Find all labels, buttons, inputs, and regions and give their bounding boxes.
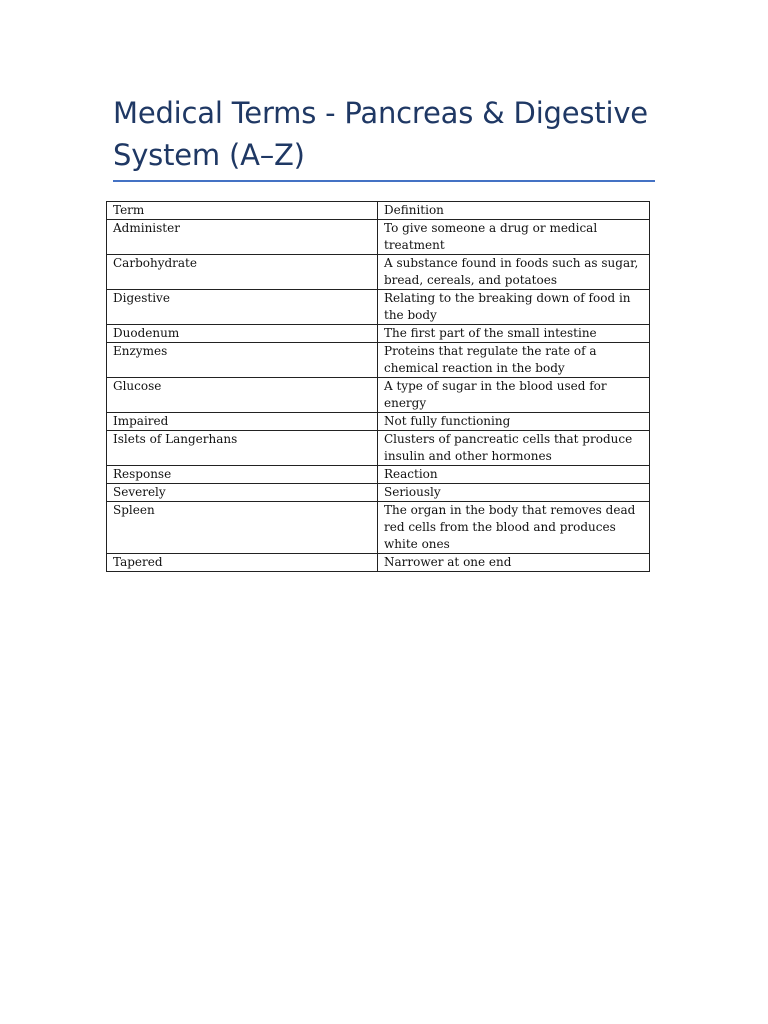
term-cell: Response — [107, 466, 378, 484]
table-row — [107, 431, 650, 466]
term-cell: Administer — [107, 220, 378, 255]
table-row — [107, 554, 650, 572]
table-row — [107, 466, 650, 484]
term-cell: Carbohydrate — [107, 255, 378, 290]
term-cell: Tapered — [107, 554, 378, 572]
definition-cell: Proteins that regulate the rate of a chemical reaction in the body — [378, 343, 650, 378]
table-row — [107, 343, 650, 378]
term-cell: Digestive — [107, 290, 378, 325]
definition-cell: Relating to the breaking down of food in the body — [378, 290, 650, 325]
term-cell: Impaired — [107, 413, 378, 431]
table-row — [107, 502, 650, 554]
definition-cell: The organ in the body that removes dead red cells from the blood and produces white ones — [378, 502, 650, 554]
definition-cell: A type of sugar in the blood used for energy — [378, 378, 650, 413]
document-title: Medical Terms - Pancreas & Digestive System (A–Z) — [113, 96, 648, 172]
definition-cell: Clusters of pancreatic cells that produce insulin and other hormones — [378, 431, 650, 466]
table-row — [107, 378, 650, 413]
definition-cell: A substance found in foods such as sugar, bread, cereals, and potatoes — [378, 255, 650, 290]
header-cell-definition: Definition — [378, 202, 650, 220]
glossary-table-body — [107, 220, 650, 572]
term-cell: Severely — [107, 484, 378, 502]
glossary-table — [106, 201, 650, 572]
term-cell: Enzymes — [107, 343, 378, 378]
table-row — [107, 325, 650, 343]
table-row — [107, 290, 650, 325]
title-underline — [113, 180, 655, 182]
term-cell: Islets of Langerhans — [107, 431, 378, 466]
table-row — [107, 255, 650, 290]
definition-cell: Narrower at one end — [378, 554, 650, 572]
definition-cell: To give someone a drug or medical treatment — [378, 220, 650, 255]
header-row — [107, 202, 650, 220]
term-cell: Glucose — [107, 378, 378, 413]
glossary-table-header — [107, 202, 650, 220]
table-row — [107, 220, 650, 255]
definition-cell: The first part of the small intestine — [378, 325, 650, 343]
term-cell: Duodenum — [107, 325, 378, 343]
term-cell: Spleen — [107, 502, 378, 554]
definition-cell: Reaction — [378, 466, 650, 484]
header-cell-term: Term — [107, 202, 378, 220]
table-row — [107, 413, 650, 431]
table-row — [107, 484, 650, 502]
definition-cell: Seriously — [378, 484, 650, 502]
definition-cell: Not fully functioning — [378, 413, 650, 431]
